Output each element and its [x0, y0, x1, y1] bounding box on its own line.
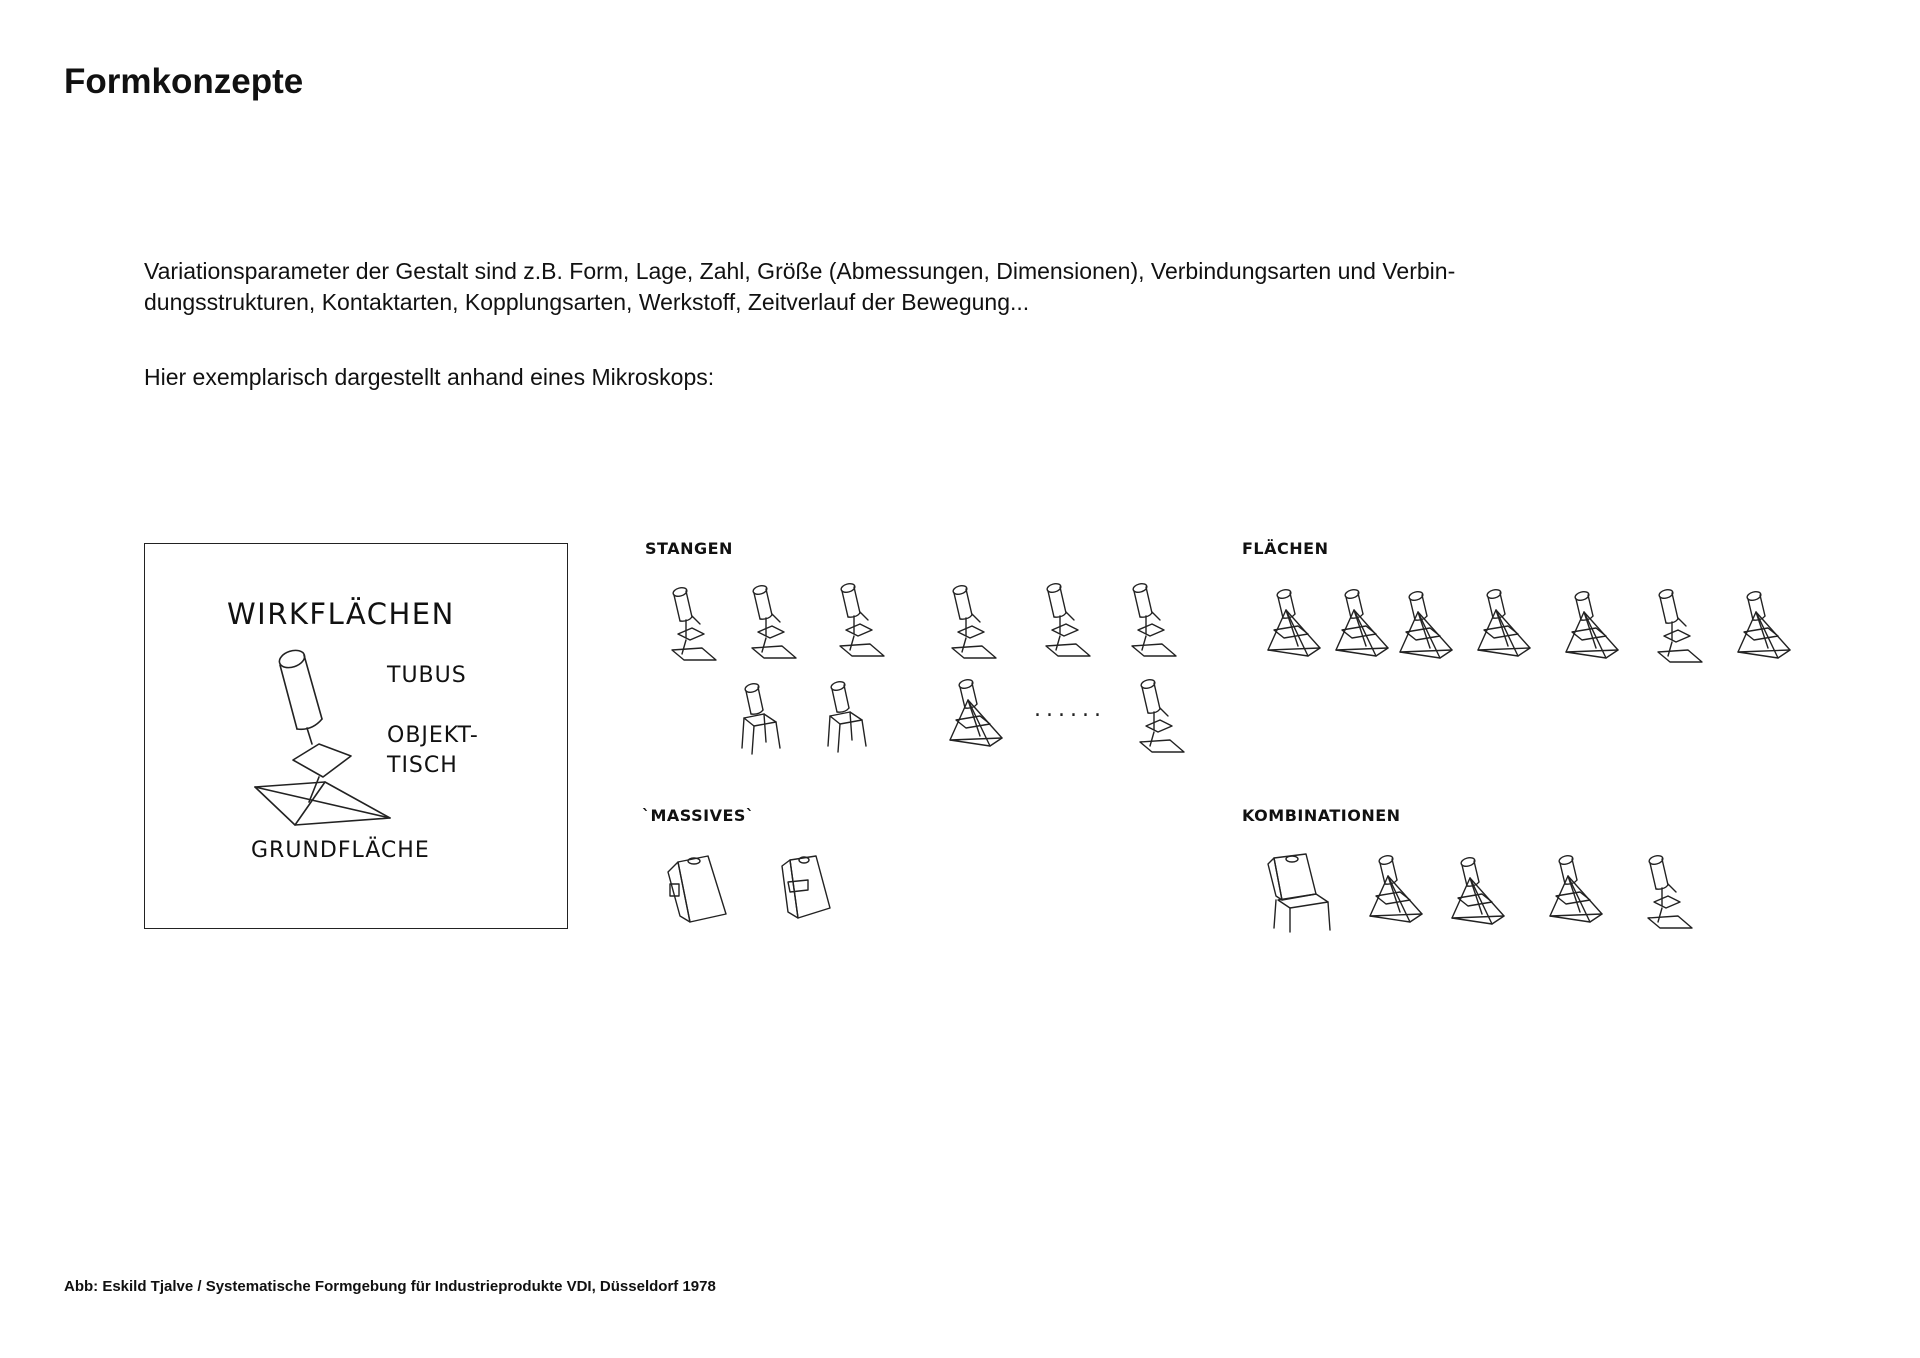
- label-objekttisch-line1: OBJEKT-: [387, 723, 479, 748]
- group-title-flaechen: FLÄCHEN: [1242, 539, 1329, 558]
- stangen-variant-1: [672, 586, 716, 660]
- stangen-variant-2: [752, 584, 796, 658]
- kombination-variant-3: [1452, 856, 1504, 924]
- group-title-massive: `MASSIVES`: [642, 806, 755, 825]
- ellipsis-more-variants: ......: [1034, 697, 1106, 722]
- stangen-variant-8: [828, 680, 866, 752]
- label-tubus: TUBUS: [387, 663, 467, 688]
- flaechen-variant-3: [1400, 590, 1452, 658]
- massive-variant-2: [782, 856, 830, 918]
- label-grundflaeche: GRUNDFLÄCHE: [251, 838, 430, 863]
- stangen-variant-9: [950, 678, 1002, 746]
- stangen-variant-6: [1132, 582, 1176, 656]
- flaechen-variant-6: [1658, 588, 1702, 662]
- flaechen-variant-4: [1478, 588, 1530, 656]
- stangen-variant-7: [742, 682, 780, 754]
- example-paragraph: Hier exemplarisch dargestellt anhand eines Mikroskops:: [144, 364, 715, 390]
- intro-line-2: dungsstrukturen, Kontaktarten, Kopplungsarten, Werkstoff, Zeitverlauf der Bewegung...: [144, 289, 1030, 315]
- figure-caption: Abb: Eskild Tjalve / Systematische Formgebung für Industrieprodukte VDI, Düsseldorf 1978: [64, 1278, 716, 1295]
- kombination-variant-5: [1648, 854, 1692, 928]
- intro-line-1: Variationsparameter der Gestalt sind z.B. Form, Lage, Zahl, Größe (Abmessungen, Dimensionen), Verbindungsarten und Verbin-: [144, 258, 1456, 284]
- stangen-variant-10: [1140, 678, 1184, 752]
- flaechen-variant-7: [1738, 590, 1790, 658]
- legend-title: WIRKFLÄCHEN: [227, 597, 455, 631]
- kombination-variant-4: [1550, 854, 1602, 922]
- stangen-variant-4: [952, 584, 996, 658]
- group-title-kombinationen: KOMBINATIONEN: [1242, 806, 1401, 825]
- page-title: Formkonzepte: [64, 62, 304, 101]
- flaechen-variant-1: [1268, 588, 1320, 656]
- stangen-variant-5: [1046, 582, 1090, 656]
- kombination-variant-1: [1268, 854, 1330, 932]
- massive-variant-1: [668, 856, 726, 922]
- kombination-variant-2: [1370, 854, 1422, 922]
- label-objekttisch-line2: TISCH: [387, 753, 458, 778]
- stangen-variant-3: [840, 582, 884, 656]
- flaechen-variant-2: [1336, 588, 1388, 656]
- group-title-stangen: STANGEN: [645, 539, 733, 558]
- flaechen-variant-5: [1566, 590, 1618, 658]
